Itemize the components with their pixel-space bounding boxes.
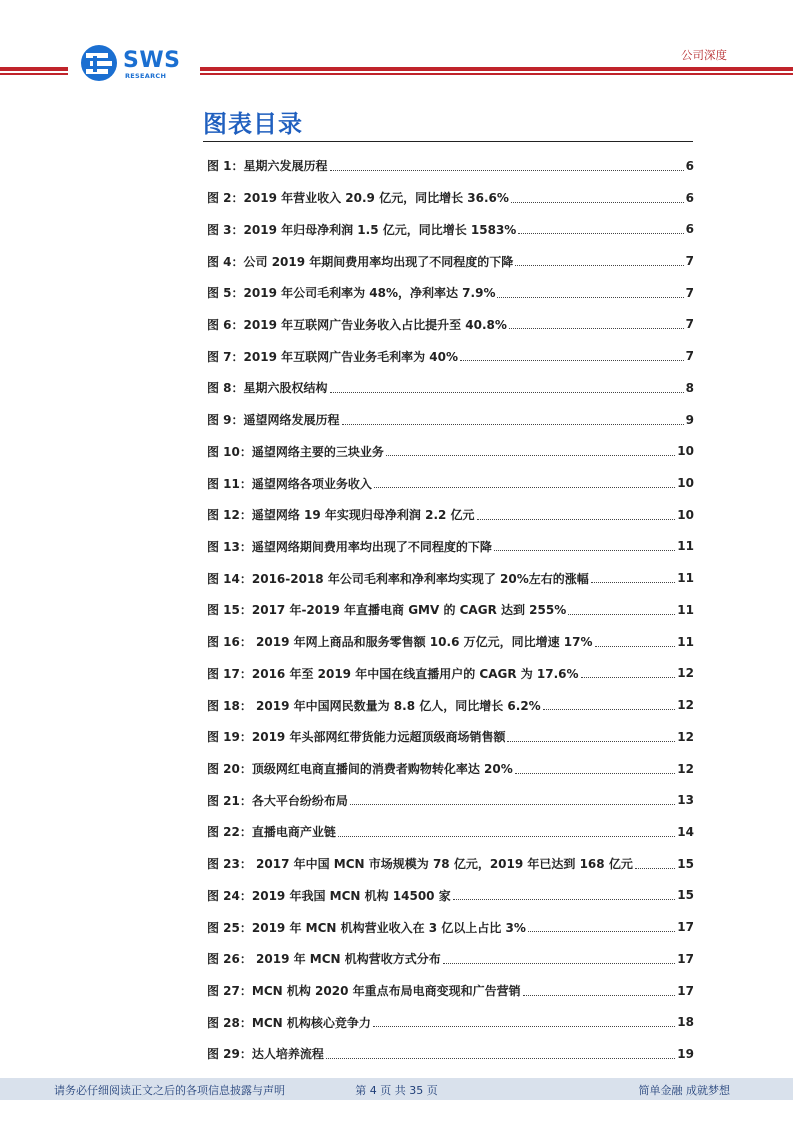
toc-title-rule bbox=[203, 141, 693, 142]
toc-leader-dots bbox=[386, 454, 675, 456]
toc-entry-label[interactable]: 图 8：星期六股权结构 bbox=[207, 381, 328, 396]
toc-leader-dots bbox=[509, 327, 684, 329]
logo-text: SWS bbox=[123, 48, 181, 73]
toc-leader-dots bbox=[494, 549, 675, 551]
toc-entry-page[interactable]: 12 bbox=[677, 698, 694, 713]
toc-entry[interactable] bbox=[207, 499, 694, 531]
toc-entry-label[interactable]: 图 26： 2019 年 MCN 机构营收方式分布 bbox=[207, 952, 441, 967]
toc-leader-dots bbox=[515, 772, 676, 774]
sws-logo-icon bbox=[80, 44, 118, 82]
toc-leader-dots bbox=[453, 898, 676, 900]
toc-entry-page[interactable]: 6 bbox=[685, 158, 694, 173]
toc-entry-page[interactable]: 17 bbox=[677, 920, 694, 935]
toc-entry-page[interactable]: 17 bbox=[677, 951, 694, 966]
toc-leader-dots bbox=[330, 169, 684, 171]
footer-disclaimer: 请务必仔细阅读正文之后的各项信息披露与声明 bbox=[54, 1084, 285, 1097]
toc-entry-page[interactable]: 14 bbox=[677, 824, 694, 839]
toc-entry-label[interactable]: 图 29：达人培养流程 bbox=[207, 1047, 324, 1062]
toc-leader-dots bbox=[635, 867, 675, 869]
toc-entry-label[interactable]: 图 20：顶级网红电商直播间的消费者购物转化率达 20% bbox=[207, 762, 513, 777]
toc-entry[interactable] bbox=[207, 467, 694, 499]
toc-entry-page[interactable]: 7 bbox=[685, 317, 694, 332]
toc-entry-label[interactable]: 图 7：2019 年互联网广告业务毛利率为 40% bbox=[207, 349, 459, 364]
toc-entry[interactable] bbox=[207, 658, 694, 690]
toc-entry-page[interactable]: 9 bbox=[685, 412, 694, 427]
toc-entry-label[interactable]: 图 9：遥望网络发展历程 bbox=[207, 413, 340, 428]
toc-entry-page[interactable]: 6 bbox=[685, 190, 694, 205]
toc-leader-dots bbox=[595, 645, 676, 647]
footer-slogan: 简单金融 成就梦想 bbox=[638, 1084, 730, 1097]
toc-leader-dots bbox=[443, 962, 676, 964]
toc-entry-page[interactable]: 10 bbox=[677, 476, 694, 491]
document-type-label: 公司深度 bbox=[681, 48, 727, 62]
toc-entry-page[interactable]: 19 bbox=[677, 1046, 694, 1061]
toc-entry-page[interactable]: 15 bbox=[677, 888, 694, 903]
page-header bbox=[0, 0, 793, 90]
toc-entry-label[interactable]: 图 19：2019 年头部网红带货能力远超顶级商场销售额 bbox=[207, 730, 506, 745]
toc-entry-label[interactable]: 图 2：2019 年营业收入 20.9 亿元，同比增长 36.6% bbox=[207, 191, 509, 206]
toc-entry-page[interactable]: 10 bbox=[677, 507, 694, 522]
toc-leader-dots bbox=[497, 296, 683, 298]
header-divider-right bbox=[200, 67, 793, 75]
toc-entry[interactable] bbox=[207, 562, 694, 594]
toc-entry[interactable] bbox=[207, 404, 694, 436]
toc-entry[interactable] bbox=[207, 626, 694, 658]
toc-entry-page[interactable]: 7 bbox=[685, 285, 694, 300]
toc-entry-label[interactable]: 图 22：直播电商产业链 bbox=[207, 825, 336, 840]
toc-entry-label[interactable]: 图 11：遥望网络各项业务收入 bbox=[207, 476, 372, 491]
toc-leader-dots bbox=[581, 676, 676, 678]
toc-leader-dots bbox=[342, 423, 684, 425]
footer-page-info: 第 4 页 共 35 页 bbox=[355, 1084, 438, 1097]
toc-entry[interactable] bbox=[207, 309, 694, 341]
toc-entry-page[interactable]: 13 bbox=[677, 793, 694, 808]
toc-entry-label[interactable]: 图 14：2016-2018 年公司毛利率和净利率均实现了 20%左右的涨幅 bbox=[207, 571, 589, 586]
toc-leader-dots bbox=[543, 708, 676, 710]
toc-entry-page[interactable]: 7 bbox=[685, 254, 694, 269]
toc-entry[interactable] bbox=[207, 721, 694, 753]
toc-entry-page[interactable]: 15 bbox=[677, 856, 694, 871]
toc-entry-page[interactable]: 8 bbox=[685, 380, 694, 395]
toc-entry-page[interactable]: 17 bbox=[677, 983, 694, 998]
toc-entry[interactable] bbox=[207, 911, 694, 943]
toc-title: 图表目录 bbox=[203, 110, 303, 138]
toc-entry-page[interactable]: 11 bbox=[677, 634, 694, 649]
toc-leader-dots bbox=[326, 1057, 675, 1059]
toc-entry[interactable] bbox=[207, 435, 694, 467]
toc-entry[interactable] bbox=[207, 848, 694, 880]
toc-entry[interactable] bbox=[207, 277, 694, 309]
toc-leader-dots bbox=[568, 613, 675, 615]
toc-leader-dots bbox=[350, 803, 675, 805]
toc-entry-page[interactable]: 12 bbox=[677, 761, 694, 776]
toc-entry[interactable] bbox=[207, 975, 694, 1007]
toc-entry[interactable] bbox=[207, 531, 694, 563]
toc-entry[interactable] bbox=[207, 689, 694, 721]
toc-leader-dots bbox=[507, 740, 675, 742]
toc-leader-dots bbox=[591, 581, 676, 583]
toc-entry-label[interactable]: 图 25：2019 年 MCN 机构营业收入在 3 亿以上占比 3% bbox=[207, 920, 526, 935]
toc-entry-page[interactable]: 12 bbox=[677, 666, 694, 681]
toc-entry-page[interactable]: 12 bbox=[677, 729, 694, 744]
toc-entry-page[interactable]: 6 bbox=[685, 222, 694, 237]
toc-entry-label[interactable]: 图 6：2019 年互联网广告业务收入占比提升至 40.8% bbox=[207, 317, 507, 332]
toc-entry-page[interactable]: 11 bbox=[677, 539, 694, 554]
toc-entry-page[interactable]: 10 bbox=[677, 444, 694, 459]
toc-entry[interactable] bbox=[207, 816, 694, 848]
toc-entry[interactable] bbox=[207, 784, 694, 816]
toc-entry-page[interactable]: 18 bbox=[677, 1015, 694, 1030]
toc-leader-dots bbox=[338, 835, 675, 837]
sws-logo bbox=[80, 44, 180, 84]
toc-entry[interactable] bbox=[207, 943, 694, 975]
toc-entry[interactable] bbox=[207, 150, 694, 182]
page-footer bbox=[0, 1078, 793, 1100]
toc-entry-page[interactable]: 7 bbox=[685, 349, 694, 364]
toc-entry-label[interactable]: 图 28：MCN 机构核心竞争力 bbox=[207, 1015, 371, 1030]
toc-entry-label[interactable]: 图 12：遥望网络 19 年实现归母净利润 2.2 亿元 bbox=[207, 508, 475, 523]
toc-entry-label[interactable]: 图 4：公司 2019 年期间费用率均出现了不同程度的下降 bbox=[207, 254, 514, 269]
toc-leader-dots bbox=[528, 930, 675, 932]
toc-entry-label[interactable]: 图 17：2016 年至 2019 年中国在线直播用户的 CAGR 为 17.6% bbox=[207, 666, 579, 681]
toc-leader-dots bbox=[330, 391, 684, 393]
logo-subtext: RESEARCH bbox=[125, 72, 167, 80]
toc-entry-page[interactable]: 11 bbox=[677, 602, 694, 617]
toc-leader-dots bbox=[460, 359, 684, 361]
header-divider-left bbox=[0, 67, 68, 75]
toc-entry[interactable] bbox=[207, 372, 694, 404]
toc-entry-label[interactable]: 图 1：星期六发展历程 bbox=[207, 159, 328, 174]
toc-entry-label[interactable]: 图 3：2019 年归母净利润 1.5 亿元，同比增长 1583% bbox=[207, 222, 517, 237]
toc-entry[interactable] bbox=[207, 880, 694, 912]
toc-leader-dots bbox=[518, 232, 683, 234]
toc-entry-label[interactable]: 图 15：2017 年-2019 年直播电商 GMV 的 CAGR 达到 255% bbox=[207, 603, 567, 618]
toc-leader-dots bbox=[374, 486, 675, 488]
toc-entry-label[interactable]: 图 10：遥望网络主要的三块业务 bbox=[207, 444, 384, 459]
toc-entry-label[interactable]: 图 21：各大平台纷纷布局 bbox=[207, 793, 348, 808]
toc-entry[interactable] bbox=[207, 182, 694, 214]
toc-leader-dots bbox=[523, 994, 676, 996]
toc-entry[interactable] bbox=[207, 594, 694, 626]
toc-entry[interactable] bbox=[207, 1006, 694, 1038]
toc-leader-dots bbox=[511, 201, 684, 203]
toc-entry-label[interactable]: 图 24：2019 年我国 MCN 机构 14500 家 bbox=[207, 888, 451, 903]
toc-entry[interactable] bbox=[207, 340, 694, 372]
toc-list bbox=[207, 150, 694, 1070]
toc-entry[interactable] bbox=[207, 753, 694, 785]
toc-entry-page[interactable]: 11 bbox=[677, 571, 694, 586]
toc-entry[interactable] bbox=[207, 213, 694, 245]
toc-leader-dots bbox=[477, 518, 676, 520]
toc-entry-label[interactable]: 图 23： 2017 年中国 MCN 市场规模为 78 亿元，2019 年已达到 168 亿元 bbox=[207, 857, 633, 872]
toc-entry-label[interactable]: 图 18： 2019 年中国网民数量为 8.8 亿人，同比增长 6.2% bbox=[207, 698, 541, 713]
toc-entry[interactable] bbox=[207, 245, 694, 277]
toc-leader-dots bbox=[515, 264, 683, 266]
toc-entry-label[interactable]: 图 13：遥望网络期间费用率均出现了不同程度的下降 bbox=[207, 539, 492, 554]
toc-entry-label[interactable]: 图 27：MCN 机构 2020 年重点布局电商变现和广告营销 bbox=[207, 984, 521, 999]
toc-entry-label[interactable]: 图 16： 2019 年网上商品和服务零售额 10.6 万亿元，同比增速 17% bbox=[207, 635, 593, 650]
toc-entry[interactable] bbox=[207, 1038, 694, 1070]
toc-leader-dots bbox=[373, 1025, 675, 1027]
toc-entry-label[interactable]: 图 5：2019 年公司毛利率为 48%，净利率达 7.9% bbox=[207, 286, 496, 301]
